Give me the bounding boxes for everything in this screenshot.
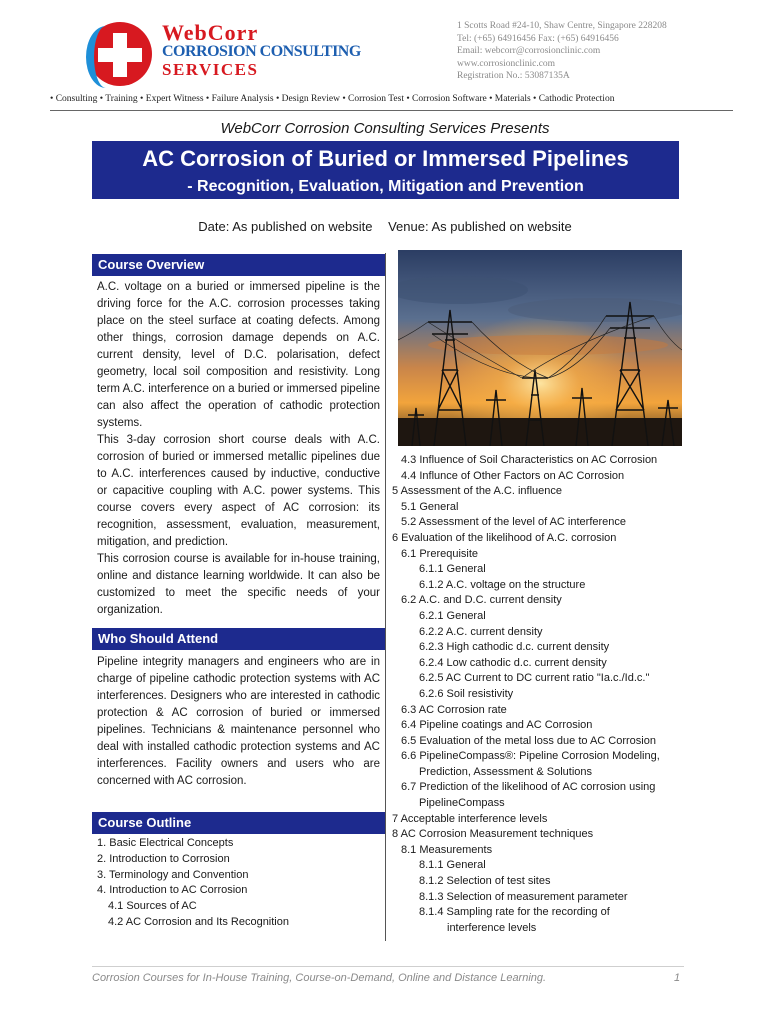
outline-item: 4.3 Influence of Soil Characteristics on AC Corrosion xyxy=(401,454,658,466)
outline-item: 3. Terminology and Convention xyxy=(97,868,249,881)
course-outline-list xyxy=(97,836,380,931)
outline-item: 6.2.2 A.C. current density xyxy=(419,625,543,638)
outline-item: 6.2.3 High cathodic d.c. current density xyxy=(419,641,610,654)
outline-item: 6.2.1 General xyxy=(419,609,486,622)
outline-item: 5 Assessment of the A.C. influence xyxy=(392,485,562,498)
presents-line: WebCorr Corrosion Consulting Services Presents xyxy=(220,120,550,137)
outline-item: 6.1.1 General xyxy=(419,563,486,576)
outline-item: 7 Acceptable interference levels xyxy=(392,812,548,825)
outline-item: 8 AC Corrosion Measurement techniques xyxy=(392,828,594,841)
outline-item: 6.3 AC Corrosion rate xyxy=(401,703,507,716)
overview-paragraph: This 3-day corrosion short course deals with A.C. corrosion of buried or immersed metallic pipelines due to A.C. interferences caused by inductive, conductive or capacitive coupling with A.C. power systems. This course covers every aspect of AC corrosion: its recognition, assessment, evaluation, measurement, mitigation, and prediction. xyxy=(97,434,380,548)
outline-item: 8.1 Measurements xyxy=(401,843,493,856)
brand-services: SERVICES xyxy=(162,60,259,79)
outline-item: 5.1 General xyxy=(401,500,459,513)
power-lines-image xyxy=(398,250,682,446)
outline-item: 4. Introduction to AC Corrosion xyxy=(97,884,248,897)
date-venue xyxy=(0,219,770,234)
outline-item: 8.1.4 Sampling rate for the recording of xyxy=(419,906,610,919)
outline-item: PipelineCompass xyxy=(419,797,505,810)
attend-text xyxy=(97,654,380,790)
course-subtitle: - Recognition, Evaluation, Mitigation and Prevention xyxy=(187,178,584,195)
course-outline-continued xyxy=(392,453,692,936)
outline-item: 6.4 Pipeline coatings and AC Corrosion xyxy=(401,719,593,732)
outline-item: 6.2 A.C. and D.C. current density xyxy=(401,594,562,607)
course-title: AC Corrosion of Buried or Immersed Pipelines xyxy=(142,146,629,171)
outline-item: 5.2 Assessment of the level of AC interference xyxy=(401,516,627,529)
outline-item: 6.2.5 AC Current to DC current ratio "Ia.c./Id.c." xyxy=(419,672,650,685)
section-heading-attend: Who Should Attend xyxy=(92,628,385,650)
overview-paragraph: This corrosion course is available for in-house training, online and distance learning worldwide. It can also be customized to meet the specific needs of your organization. xyxy=(97,553,380,616)
course-venue: Venue: As published on website xyxy=(388,219,572,234)
outline-item: 8.1.1 General xyxy=(419,859,486,872)
outline-item: 4.1 Sources of AC xyxy=(108,900,197,913)
outline-item: 6.2.6 Soil resistivity xyxy=(419,687,514,700)
overview-text xyxy=(97,279,380,619)
outline-item: 6.5 Evaluation of the metal loss due to AC Corrosion xyxy=(401,734,656,747)
column-divider xyxy=(385,253,386,941)
footer-text: Corrosion Courses for In-House Training, Course-on-Demand, Online and Distance Learning. xyxy=(92,972,547,984)
outline-item: 6.1 Prerequisite xyxy=(401,547,479,560)
contact-email[interactable]: Email: webcorr@corrosionclinic.com xyxy=(457,46,601,56)
outline-item: 6.1.2 A.C. voltage on the structure xyxy=(419,578,586,591)
outline-item: 6.7 Prediction of the likelihood of AC corrosion using xyxy=(401,781,656,794)
outline-item: interference levels xyxy=(447,921,537,934)
course-date: Date: As published on website xyxy=(198,219,373,234)
contact-phone: Tel: (+65) 64916456 Fax: (+65) 64916456 xyxy=(457,33,619,44)
section-heading-outline: Course Outline xyxy=(92,812,385,834)
header-divider xyxy=(50,110,733,111)
brand-subtitle: CORROSION CONSULTING xyxy=(162,43,361,60)
power-lines-photo xyxy=(398,250,682,446)
overview-paragraph: A.C. voltage on a buried or immersed pipeline is the driving force for the A.C. corrosion processes taking place on the steel surface at coating defects. Among other things, corrosion damage depends on A.C. current density, level of D.C. polarisation, defect geometry, local soil composition and resistivity. Long term A.C. interference on a buried or immersed pipeline can also affect the operation of cathodic protection systems. xyxy=(97,281,380,429)
section-heading-overview: Course Overview xyxy=(92,254,385,276)
services-list: • Consulting • Training • Expert Witness • Failure Analysis • Design Review • Corrosion Test • Corrosion Software • Materials • Cathodic Protection xyxy=(50,94,615,104)
contact-registration: Registration No.: 53087135A xyxy=(457,71,570,81)
outline-item: 6.2.4 Low cathodic d.c. current density xyxy=(419,656,607,669)
attend-paragraph: Pipeline integrity managers and engineers who are in charge of pipeline cathodic protection systems with AC interferences. Designers who are interested in cathodic protection & AC corrosion of buried or immersed pipelines. Technicians & maintenance personnel who deal with installed cathodic protection systems and AC interferences. Facility owners and users who are concerned with AC corrosion. xyxy=(97,656,380,787)
outline-item: 2. Introduction to Corrosion xyxy=(97,852,230,865)
contact-block xyxy=(457,20,687,83)
brand-name: WebCorr xyxy=(162,20,259,45)
contact-website[interactable]: www.corrosionclinic.com xyxy=(457,58,556,69)
footer-divider xyxy=(92,966,684,967)
outline-item: 4.4 Influnce of Other Factors on AC Corrosion xyxy=(401,469,625,482)
outline-item: 6 Evaluation of the likelihood of A.C. corrosion xyxy=(392,531,617,544)
outline-item: Prediction, Assessment & Solutions xyxy=(419,765,593,778)
outline-item: 6.6 PipelineCompass®: Pipeline Corrosion Modeling, xyxy=(401,750,660,763)
page-number: 1 xyxy=(674,972,681,984)
outline-item: 1. Basic Electrical Concepts xyxy=(97,837,234,849)
contact-address: 1 Scotts Road #24-10, Shaw Centre, Singapore 228208 xyxy=(457,21,667,31)
outline-item: 4.2 AC Corrosion and Its Recognition xyxy=(108,915,289,928)
logo-cross-horizontal xyxy=(98,48,142,62)
outline-item: 8.1.3 Selection of measurement parameter xyxy=(419,890,628,903)
outline-item: 8.1.2 Selection of test sites xyxy=(419,875,551,888)
